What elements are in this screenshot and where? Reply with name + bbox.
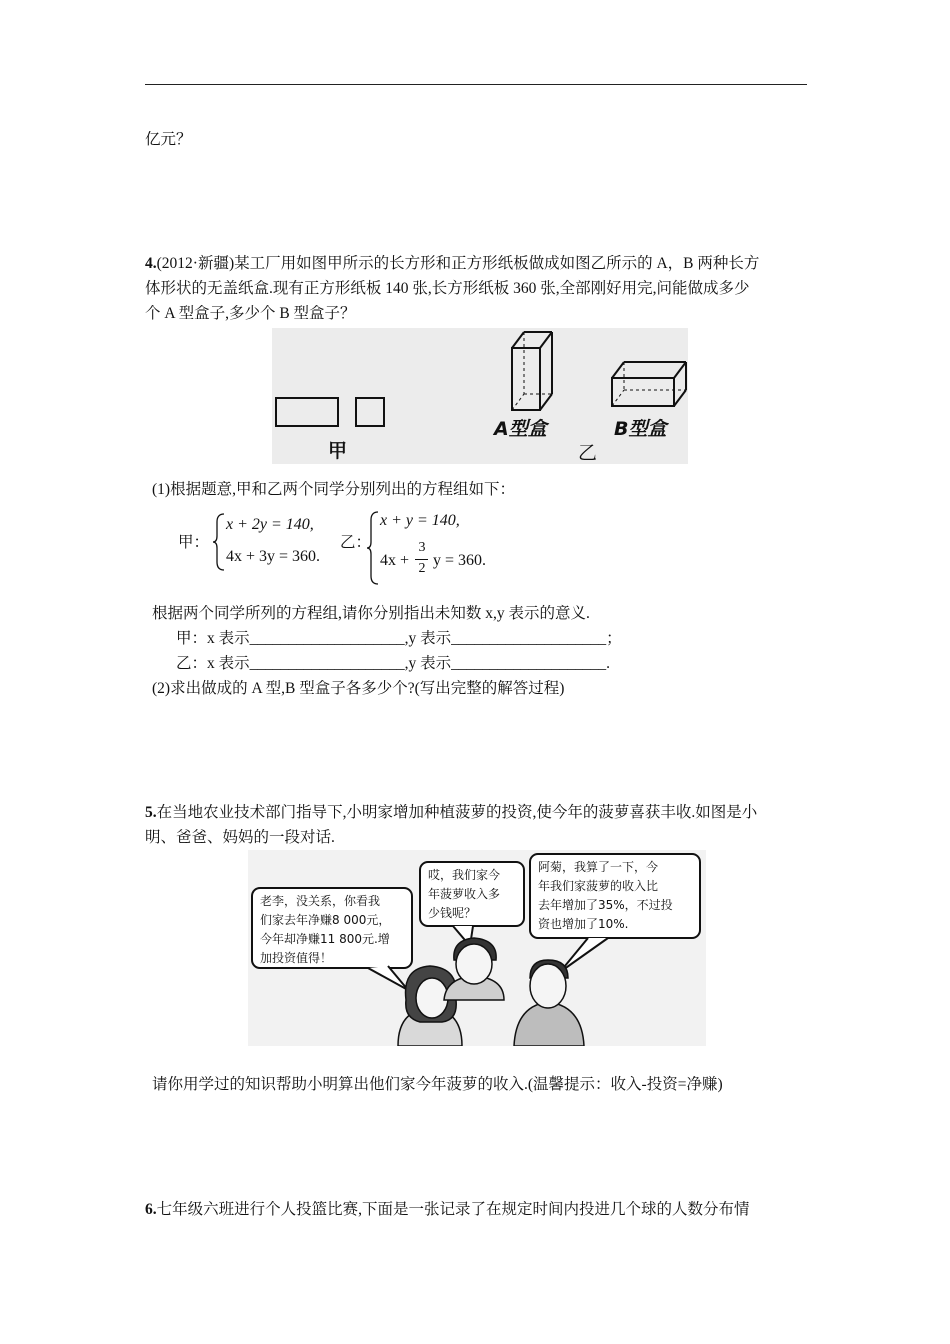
yi-fraction-bar	[415, 559, 428, 560]
dialogue-illustration	[248, 850, 706, 1046]
figure-label-yi: 乙	[578, 442, 598, 464]
q6-number: 6.	[145, 1201, 157, 1218]
figure-label-b-box: B型盒	[614, 418, 667, 440]
q5-question: 请你用学过的知识帮助小明算出他们家今年菠萝的收入.(温馨提示：收入-投资=净赚)	[152, 1076, 723, 1093]
jia-equation-1: x + 2y = 140,	[226, 516, 314, 533]
q4-figure	[272, 328, 688, 464]
q4-line3: 个 A 型盒子,多少个 B 型盒子？	[145, 305, 356, 322]
bubble-dad-text: 阿菊，我算了一下，今 年我们家菠萝的收入比 去年增加了35%，不过投 资也增加了10%.	[538, 860, 673, 931]
q5-text-1: 在当地农业技术部门指导下,小明家增加种植菠萝的投资,使今年的菠萝喜获丰收.如图是小	[156, 804, 758, 821]
yi-fraction-denominator: 2	[418, 561, 426, 576]
q4-part2: (2)求出做成的 A 型,B 型盒子各多少个?(写出完整的解答过程)	[152, 680, 565, 697]
top-rule	[145, 84, 807, 85]
q5-line2: 明、爸爸、妈妈的一段对话.	[145, 829, 335, 846]
figure-label-a-box: A型盒	[494, 418, 547, 440]
bubble-mom-text: 老李，没关系，你看我 们家去年净赚8 000元， 今年却净赚11 800元.增 加投资值得！	[260, 894, 391, 965]
q6-text-1: 七年级六班进行个人投篮比赛,下面是一张记录了在规定时间内投进几个球的人数分布情	[156, 1201, 750, 1218]
blank-line-yi: 乙：x 表示____________________,y 表示____________________.	[176, 655, 611, 672]
dad-figure	[514, 960, 584, 1046]
mom-figure	[398, 966, 462, 1046]
q4-instruction: 根据两个同学所列的方程组,请你分别指出未知数 x,y 表示的意义.	[152, 605, 590, 622]
q4-number: 4.	[145, 255, 157, 272]
yi-fraction-numerator: 3	[418, 540, 426, 555]
b-box-shape	[612, 362, 686, 406]
q5-line1	[145, 800, 757, 822]
jia-brace	[212, 512, 226, 572]
yi-equation-1: x + y = 140,	[380, 512, 460, 529]
q6-line1	[145, 1197, 750, 1219]
yi-brace	[366, 510, 380, 586]
yi-equation-2-left: 4x +	[380, 552, 410, 569]
q4-line2: 体形状的无盖纸盒.现有正方形纸板 140 张,长方形纸板 360 张,全部刚好用完,问能做成多少	[145, 280, 750, 297]
q4-line1	[145, 251, 759, 273]
son-figure	[444, 938, 504, 1000]
jia-equation-2: 4x + 3y = 360.	[226, 548, 321, 565]
a-box-shape	[512, 332, 552, 410]
q4-text-1: (2012·新疆)某工厂用如图甲所示的长方形和正方形纸板做成如图乙所示的 A，B 两种长方	[156, 255, 760, 272]
square-board	[356, 398, 384, 426]
q5-number: 5.	[145, 804, 157, 821]
q4-part1: (1)根据题意,甲和乙两个同学分别列出的方程组如下：	[152, 481, 515, 498]
yi-equation-2-right: y = 360.	[433, 552, 487, 569]
previous-question-tail: 亿元？	[145, 131, 192, 148]
blank-line-jia: 甲：x 表示____________________,y 表示____________________；	[176, 630, 622, 647]
yi-label: 乙：	[340, 534, 372, 551]
rectangle-board	[276, 398, 338, 426]
figure-label-jia: 甲	[328, 440, 348, 462]
jia-label: 甲：	[178, 534, 210, 551]
bubble-son-text: 哎，我们家今 年菠萝收入多 少钱呢？	[428, 868, 501, 920]
